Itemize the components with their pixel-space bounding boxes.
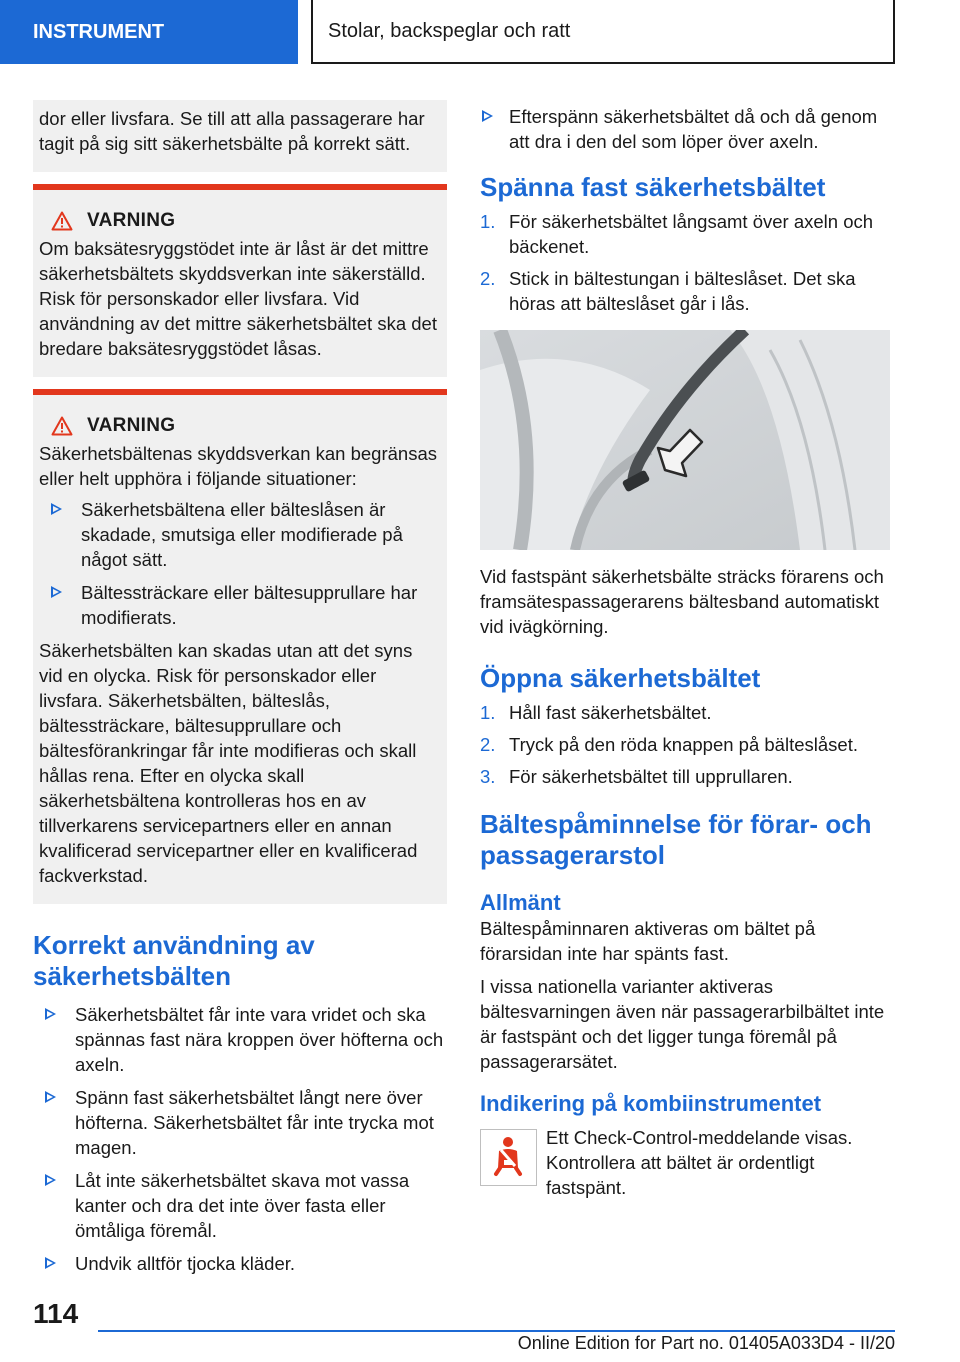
list-item: Bältessträckare eller bältesupprullare har modifierats. (39, 580, 439, 630)
footer-divider (98, 1330, 895, 1332)
subheading-general: Allmänt (480, 890, 561, 915)
warning-heading (51, 415, 439, 437)
section-title: INSTRUMENT (33, 20, 165, 43)
paragraph-retraction: Vid fastspänt säkerhetsbälte sträcks förarens och framsätespassagerarens bältesband automatiskt vid ivägkörning. (480, 566, 884, 637)
paragraph-reminder-2: I vissa nationella varianter aktiveras bältesvarningen även när passagerarbilbältet inte är fastspänt och det ligger tunga föremål på passagerarsätet. (480, 976, 885, 1072)
retension-list (480, 104, 895, 154)
warning-bullet-list (39, 497, 439, 630)
list-item: Spänn fast säkerhetsbältet långt nere över höfterna. Säkerhetsbältet får inte trycka mot magen. (33, 1085, 447, 1160)
seatbelt-photo (480, 330, 890, 550)
triangle-bullet-icon (45, 1257, 56, 1269)
open-steps (480, 700, 895, 789)
seatbelt-warning-icon (480, 1129, 537, 1186)
warning-box-rear-seat (33, 184, 447, 377)
list-item: Efterspänn säkerhetsbältet då och då genom att dra i den del som löper över axeln. (480, 104, 895, 154)
section-heading-correct-use: Korrekt användning av säkerhetsbälten (33, 930, 315, 991)
list-item: Säkerhetsbältet får inte vara vridet och ska spännas fast nära kroppen över höfterna och axeln. (33, 1002, 447, 1077)
warning-text: Säkerhetsbälten kan skadas utan att det syns vid en olycka. Risk för personskador eller livsfara. Säkerhetsbälten, bälteslås, bältessträckare, bältesupprullare och bältesförankringar får inte modifieras och skall hållas rena. Efter en olycka skall säkerhetsbältena kontrolleras hos en av tillverkarens servicepartners eller en annan kvalificerad servicepartner eller en kvalificerad fackverkstad. (39, 640, 418, 886)
warning-triangle-icon (51, 416, 73, 436)
page-number: 114 (33, 1298, 79, 1329)
list-item: 1. För säkerhetsbältet långsamt över axeln och bäckenet. (480, 211, 874, 257)
left-column (33, 100, 447, 1284)
triangle-bullet-icon (51, 503, 62, 515)
triangle-bullet-icon (45, 1091, 56, 1103)
triangle-bullet-icon (51, 586, 62, 598)
triangle-bullet-icon (45, 1174, 56, 1186)
paragraph-reminder-1: Bältespåminnaren aktiveras om bältet på förarsidan inte har spänts fast. (480, 918, 816, 964)
fasten-steps (480, 209, 895, 316)
warning-lead: Säkerhetsbältenas skyddsverkan kan begränsas eller helt upphöra i följande situationer: (39, 443, 437, 489)
warning-text: Om baksätesryggstödet inte är låst är det mittre säkerhetsbältets skyddsverkan inte säkerställd. Risk för personskador eller livsfara. Vid användning av det mittre säkerhetsbältet ska det bredare baksätesryggstödet låsas. (39, 238, 437, 359)
list-item: Undvik alltför tjocka kläder. (33, 1251, 447, 1276)
right-column (480, 100, 895, 1200)
intro-box (33, 100, 447, 172)
subheading-indicator: Indikering på kombiinstrumentet (480, 1091, 822, 1116)
indicator-row (480, 1125, 895, 1200)
correct-use-list (33, 1002, 447, 1276)
section-heading-open: Öppna säkerhetsbältet (480, 663, 761, 693)
list-item: 2. Tryck på den röda knappen på bälteslåset. (480, 734, 858, 755)
list-item: 3. För säkerhetsbältet till upprullaren. (480, 766, 793, 787)
section-heading-reminder: Bältespåminnelse för förar- och passagerarstol (480, 809, 872, 870)
section-tab (0, 0, 298, 64)
triangle-bullet-icon (482, 110, 493, 122)
list-item: Säkerhetsbältena eller bälteslåsen är skadade, smutsiga eller modifierade på något sätt. (39, 497, 439, 572)
chapter-title: Stolar, backspeglar och ratt (328, 19, 571, 42)
footer-edition: Online Edition for Part no. 01405A033D4 - II/20 (517, 1333, 895, 1353)
list-item: 1. Håll fast säkerhetsbältet. (480, 702, 712, 723)
section-heading-fasten: Spänna fast säkerhetsbältet (480, 172, 826, 202)
indicator-text: Ett Check-Control-meddelande visas. Kontrollera att bältet är ordentligt fastspänt. (546, 1127, 853, 1198)
list-item: 2. Stick in bältestungan i bälteslåset. Det ska höras att bälteslåset går i lås. (480, 268, 856, 314)
warning-box-protection (33, 389, 447, 904)
chapter-header (311, 0, 895, 64)
intro-text: dor eller livsfara. Se till att alla passagerare har tagit på sig sitt säkerhetsbälte på korrekt sätt. (39, 108, 425, 154)
warning-title: VARNING (87, 415, 176, 436)
warning-triangle-icon (51, 211, 73, 231)
warning-title: VARNING (87, 210, 176, 231)
triangle-bullet-icon (45, 1008, 56, 1020)
list-item: Låt inte säkerhetsbältet skava mot vassa kanter och dra det inte över fasta eller ömtåliga föremål. (33, 1168, 447, 1243)
warning-heading (51, 210, 439, 232)
